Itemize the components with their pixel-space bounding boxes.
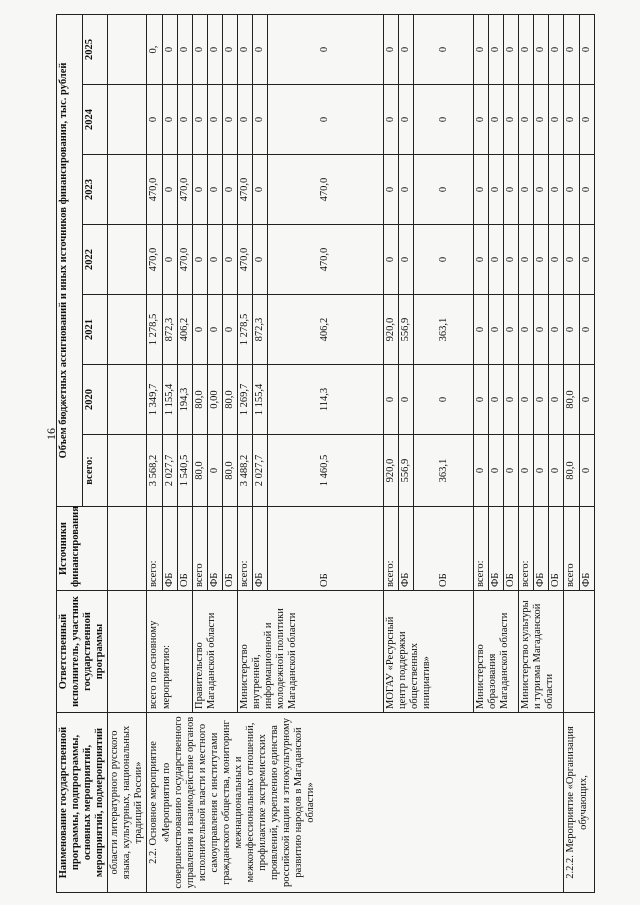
value-cell: 0	[207, 155, 222, 225]
value-cell: 0	[534, 435, 549, 507]
value-cell: 0	[192, 85, 207, 155]
value-cell: 0	[549, 14, 564, 84]
source-cell: ФБ	[534, 507, 549, 591]
executor-cell	[564, 591, 594, 713]
value-cell: 0	[534, 295, 549, 365]
value-cell: 0	[504, 14, 519, 84]
value-cell: 0	[474, 225, 489, 295]
value-cell: 406,2	[177, 295, 192, 365]
value-cell: 0	[474, 295, 489, 365]
value-cell: 0	[504, 155, 519, 225]
value-cell: 0	[222, 295, 237, 365]
source-cell: ОБ	[222, 507, 237, 591]
value-cell: 0	[474, 365, 489, 435]
value-cell: 0	[383, 365, 398, 435]
executor-cell: Министерство культуры и туризма Магаданской области	[519, 591, 564, 713]
value-cell: 0	[414, 365, 474, 435]
value-cell: 3 568,2	[147, 435, 162, 507]
value-cell: 0	[489, 14, 504, 84]
source-cell: ФБ	[579, 507, 594, 591]
value-cell: 0	[579, 85, 594, 155]
value-cell: 0	[192, 155, 207, 225]
value-cell: 0	[207, 435, 222, 507]
value-cell: 0	[237, 14, 252, 84]
value-cell: 0	[519, 365, 534, 435]
table-body	[57, 14, 595, 892]
value-cell: 0	[519, 85, 534, 155]
value-cell: 0	[222, 85, 237, 155]
source-cell: ОБ	[267, 507, 383, 591]
value-cell: 0	[519, 295, 534, 365]
value-cell: 0	[222, 155, 237, 225]
value-cell: 0	[564, 14, 579, 84]
value-cell: 0	[534, 155, 549, 225]
value-cell: 470,0	[177, 155, 192, 225]
value-cell: 0	[222, 14, 237, 84]
executor-cell: Министерство образования Магаданской области	[474, 591, 519, 713]
page-number: 16	[44, 428, 58, 440]
value-cell: 0	[519, 14, 534, 84]
header-executor: Ответственный исполнитель, участник государственной программы	[57, 591, 108, 713]
value-cell: 0	[162, 225, 177, 295]
value-cell: 470,0	[237, 225, 252, 295]
source-cell: всего:	[147, 507, 162, 591]
source-cell: ФБ	[252, 507, 267, 591]
value-cell: 0	[383, 14, 398, 84]
value-cell: 0	[399, 225, 414, 295]
header-sources: Источники финансирования	[57, 507, 108, 591]
source-cell: всего:	[383, 507, 398, 591]
value-cell: 0	[519, 435, 534, 507]
value-cell: 80,0	[222, 365, 237, 435]
value-cell: 0	[147, 85, 162, 155]
value-cell: 0	[549, 225, 564, 295]
value-cell: 406,2	[267, 295, 383, 365]
value-cell: 0	[519, 155, 534, 225]
source-cell: ФБ	[207, 507, 222, 591]
header-row-1	[57, 14, 83, 892]
value-cell: 0	[252, 155, 267, 225]
value-cell: 0	[414, 85, 474, 155]
value-cell: 0	[474, 155, 489, 225]
value-cell: 0	[549, 435, 564, 507]
value-cell: 0	[504, 365, 519, 435]
value-cell: 0	[564, 225, 579, 295]
value-cell: 194,3	[177, 365, 192, 435]
value-cell: 0	[579, 365, 594, 435]
value-cell: 2 027,7	[162, 435, 177, 507]
header-name: Наименование государственной программы, подпрограммы, основных мероприятий, мероприятий, подмероприятий	[57, 713, 108, 893]
value-cell: 0	[207, 85, 222, 155]
value-cell: 0	[222, 225, 237, 295]
value-cell: 80,0	[192, 365, 207, 435]
value-cell: 0,	[147, 14, 162, 84]
value-cell: 872,3	[252, 295, 267, 365]
value-cell: 470,0	[267, 155, 383, 225]
value-cell: 0	[489, 295, 504, 365]
value-cell: 0	[399, 14, 414, 84]
header-year: 2022	[82, 225, 108, 295]
source-cell: ОБ	[549, 507, 564, 591]
value-cell: 0	[237, 85, 252, 155]
value-cell: 363,1	[414, 295, 474, 365]
value-cell: 0	[549, 155, 564, 225]
value-cell: 0	[474, 85, 489, 155]
value-cell: 0	[534, 365, 549, 435]
value-cell: 363,1	[414, 435, 474, 507]
value-cell: 0	[399, 85, 414, 155]
value-cell: 0	[192, 225, 207, 295]
value-cell: 0	[504, 225, 519, 295]
source-cell: всего:	[237, 507, 252, 591]
value-cell: 0	[399, 365, 414, 435]
value-cell: 0	[549, 85, 564, 155]
main-event-name: 2.2. Основное мероприятие «Мероприятия по совершенствованию государственного управления и взаимодействие органов исполнительной власти и местного самоуправления с институтами гражданского общества, мониторинг межнациональных и межконфессиональных отношений, профилактике экстремистских проявлений, укреплению единства российской нации и этнокультурному развитию народов в Магаданской области»	[147, 713, 564, 893]
header-total: всего:	[82, 435, 108, 507]
source-cell: всего	[192, 507, 207, 591]
source-cell: ФБ	[399, 507, 414, 591]
value-cell: 1 540,5	[177, 435, 192, 507]
value-cell: 0	[267, 14, 383, 84]
value-cell: 1 155,4	[252, 365, 267, 435]
source-cell: ФБ	[489, 507, 504, 591]
value-cell: 0	[579, 155, 594, 225]
source-cell: ОБ	[504, 507, 519, 591]
value-cell: 0	[579, 14, 594, 84]
value-cell: 470,0	[177, 225, 192, 295]
value-cell: 556,9	[399, 295, 414, 365]
value-cell: 0	[549, 295, 564, 365]
continuation-row	[108, 14, 147, 892]
value-cell: 0	[207, 14, 222, 84]
value-cell: 0	[564, 85, 579, 155]
value-cell: 0	[267, 85, 383, 155]
value-cell: 0	[489, 155, 504, 225]
value-cell: 0	[579, 295, 594, 365]
continuation-name: области литературного русского языка, культурных, национальных традиций России»	[108, 713, 147, 893]
value-cell: 1 349,7	[147, 365, 162, 435]
header-year: 2021	[82, 295, 108, 365]
value-cell: 0	[207, 225, 222, 295]
value-cell: 920,0	[383, 295, 398, 365]
header-year: 2020	[82, 365, 108, 435]
value-cell: 0	[177, 14, 192, 84]
value-cell: 1 278,5	[237, 295, 252, 365]
value-cell: 0	[162, 85, 177, 155]
value-cell: 0	[414, 155, 474, 225]
value-cell: 0	[489, 85, 504, 155]
value-cell: 80,0	[564, 365, 579, 435]
value-cell: 0	[383, 155, 398, 225]
value-cell: 0	[489, 435, 504, 507]
value-cell: 0	[489, 225, 504, 295]
value-cell: 0	[383, 85, 398, 155]
value-cell: 470,0	[237, 155, 252, 225]
value-cell: 0	[252, 85, 267, 155]
value-cell: 0	[534, 225, 549, 295]
value-cell: 470,0	[147, 155, 162, 225]
value-cell: 0	[579, 435, 594, 507]
value-cell: 3 488,2	[237, 435, 252, 507]
value-cell: 1 460,5	[267, 435, 383, 507]
value-cell: 0	[192, 295, 207, 365]
header-volume: Объем бюджетных ассигнований и иных источников финансирования, тыс. рублей	[57, 14, 83, 506]
header-year: 2023	[82, 155, 108, 225]
value-cell: 0	[474, 435, 489, 507]
value-cell: 0	[207, 295, 222, 365]
value-cell: 0,00	[207, 365, 222, 435]
value-cell: 0	[414, 14, 474, 84]
value-cell: 0	[564, 295, 579, 365]
value-cell: 0	[192, 14, 207, 84]
value-cell: 80,0	[192, 435, 207, 507]
value-cell: 0	[383, 225, 398, 295]
header-year: 2025	[82, 14, 108, 84]
value-cell: 0	[474, 14, 489, 84]
value-cell: 0	[252, 14, 267, 84]
source-cell: всего	[564, 507, 579, 591]
value-cell: 872,3	[162, 295, 177, 365]
value-cell: 470,0	[147, 225, 162, 295]
value-cell: 556,9	[399, 435, 414, 507]
value-cell: 0	[564, 155, 579, 225]
value-cell: 114,3	[267, 365, 383, 435]
value-cell: 0	[579, 225, 594, 295]
value-cell: 0	[504, 435, 519, 507]
value-cell: 0	[489, 365, 504, 435]
value-cell: 0	[504, 295, 519, 365]
source-cell: всего:	[519, 507, 534, 591]
value-cell: 0	[414, 225, 474, 295]
value-cell: 0	[399, 155, 414, 225]
value-cell: 0	[162, 155, 177, 225]
value-cell: 0	[162, 14, 177, 84]
value-cell: 0	[534, 85, 549, 155]
value-cell: 470,0	[267, 225, 383, 295]
rotated-table-container	[56, 15, 592, 893]
value-cell: 80,0	[564, 435, 579, 507]
source-cell: всего:	[474, 507, 489, 591]
value-cell: 0	[549, 365, 564, 435]
executor-cell: Правительство Магаданской области	[192, 591, 237, 713]
value-cell: 0	[519, 225, 534, 295]
sub-event-name: 2.2.2. Мероприятие «Организация обучающих,	[564, 713, 594, 893]
table-row	[564, 14, 579, 892]
executor-cell: МОГАУ «Ресурсный центр поддержки общественных инициатив»	[383, 591, 473, 713]
source-cell: ОБ	[414, 507, 474, 591]
value-cell: 2 027,7	[252, 435, 267, 507]
financing-table	[56, 14, 595, 893]
value-cell: 1 155,4	[162, 365, 177, 435]
value-cell: 80,0	[222, 435, 237, 507]
table-row	[147, 14, 162, 892]
source-cell: ФБ	[162, 507, 177, 591]
value-cell: 1 278,5	[147, 295, 162, 365]
value-cell: 0	[504, 85, 519, 155]
value-cell: 0	[177, 85, 192, 155]
value-cell: 0	[534, 14, 549, 84]
source-cell: ОБ	[177, 507, 192, 591]
value-cell: 0	[252, 225, 267, 295]
value-cell: 920,0	[383, 435, 398, 507]
value-cell: 1 269,7	[237, 365, 252, 435]
executor-cell: всего по основному мероприятию:	[147, 591, 192, 713]
executor-cell: Министерство внутренней, информационной и молодежной политики Магаданской области	[237, 591, 383, 713]
header-year: 2024	[82, 85, 108, 155]
